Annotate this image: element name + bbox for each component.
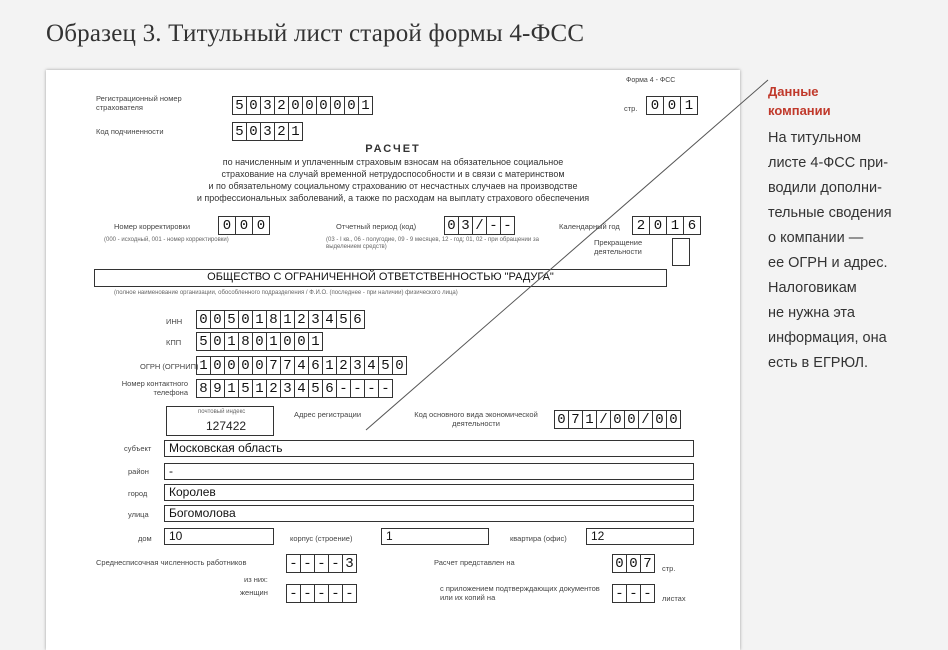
of-them-label: из них: (244, 575, 268, 584)
digit-cell: 2 (266, 379, 281, 398)
digit-cell: 0 (330, 96, 345, 115)
digit-cell: 0 (210, 356, 225, 375)
digit-cell: 0 (218, 216, 236, 235)
digit-cell: - (328, 554, 343, 573)
building-field: 1 (381, 528, 489, 545)
digit-cell: 0 (210, 332, 225, 351)
digit-cell: 1 (322, 356, 337, 375)
digit-cell: 6 (683, 216, 701, 235)
digit-cell: 1 (224, 379, 239, 398)
address-label: Адрес регистрации (294, 410, 362, 419)
annotation-line: ее ОГРН и адрес. (768, 255, 888, 271)
annotation-line: информация, она (768, 330, 887, 346)
postal-label: почтовый индекс (198, 409, 246, 415)
digit-cell: 1 (280, 310, 295, 329)
digit-cell: 7 (568, 410, 583, 429)
digit-cell: 8 (196, 379, 211, 398)
year-label: Календарный год (559, 222, 620, 231)
digit-cell: 1 (680, 96, 698, 115)
region-field: Московская область (164, 440, 694, 457)
digit-cell: 0 (666, 410, 681, 429)
digit-cell: 6 (322, 379, 337, 398)
annotation-line: На титульном (768, 130, 862, 146)
digit-cell: 5 (232, 122, 247, 141)
digit-cell: - (314, 584, 329, 603)
district-field: - (164, 463, 694, 480)
annotation-heading (768, 82, 943, 120)
digit-cell: 0 (246, 122, 261, 141)
reg-number-label: Регистрационный номер страхователя (96, 94, 182, 112)
ogrn-label: ОГРН (ОГРНИП) (140, 362, 199, 371)
headcount-label: Среднесписочная численность работников (96, 558, 247, 567)
digit-cell: 7 (280, 356, 295, 375)
house-field: 10 (164, 528, 274, 545)
annotation-line: о компании — (768, 230, 864, 246)
digit-cell: 4 (364, 356, 379, 375)
digit-cell: 0 (280, 332, 295, 351)
digit-cell: 3 (260, 122, 275, 141)
digit-cell: 0 (344, 96, 359, 115)
digit-cell: 0 (294, 332, 309, 351)
women-label: женщин (240, 588, 268, 597)
page-title: Образец 3. Титульный лист старой формы 4-ФСС (46, 20, 585, 47)
postal-value: 127422 (206, 419, 247, 433)
digit-cell: 1 (358, 96, 373, 115)
digit-cell: 3 (350, 356, 365, 375)
digit-cell: 0 (252, 332, 267, 351)
digit-cell: 1 (266, 332, 281, 351)
cessation-label: Прекращение деятельности (594, 238, 643, 256)
digit-cell: 8 (266, 310, 281, 329)
digit-cell: 3 (280, 379, 295, 398)
company-name-field: ОБЩЕСТВО С ОГРАНИЧЕННОЙ ОТВЕТСТВЕННОСТЬЮ "РАДУГА" (94, 269, 667, 287)
digit-cell: 1 (582, 410, 597, 429)
digit-cell: 0 (210, 310, 225, 329)
digit-cell: 5 (196, 332, 211, 351)
digit-cell: 4 (322, 310, 337, 329)
digit-cell: 0 (316, 96, 331, 115)
digit-cell: 6 (308, 356, 323, 375)
annotation-line: Налоговикам (768, 280, 857, 296)
subheading-1: по начисленным и уплаченным страховым взносам на обязательное социальное (222, 157, 564, 167)
digit-cell: 5 (224, 310, 239, 329)
digit-cell: 0 (663, 96, 681, 115)
digit-cell: 5 (378, 356, 393, 375)
digit-cell: - (500, 216, 515, 235)
digit-cell: 4 (294, 356, 309, 375)
digit-cell: - (378, 379, 393, 398)
page-label: стр. (624, 104, 638, 113)
city-field: Королев (164, 484, 694, 501)
digit-cell: 0 (444, 216, 459, 235)
digit-cell: 0 (238, 356, 253, 375)
digit-cell: - (286, 554, 301, 573)
house-label: дом (138, 534, 152, 543)
correction-label: Номер корректировки (114, 222, 191, 231)
building-label: корпус (строение) (290, 534, 353, 543)
digit-cell: 1 (252, 379, 267, 398)
annotation-heading-line2: компании (768, 103, 831, 118)
digit-cell: 2 (274, 96, 289, 115)
digit-cell: / (596, 410, 611, 429)
phone-label: Номер контактного телефона (121, 379, 188, 397)
digit-cell: / (638, 410, 653, 429)
digit-cell: 0 (196, 310, 211, 329)
inn-label: ИНН (166, 317, 183, 326)
digit-cell: 3 (342, 554, 357, 573)
digit-cell: 0 (224, 356, 239, 375)
attach-label: с приложением подтверждающих документов или их копий на (440, 584, 600, 602)
digit-cell: 0 (652, 410, 667, 429)
digit-cell: 0 (610, 410, 625, 429)
digit-cell: 9 (210, 379, 225, 398)
digit-cell: 5 (336, 310, 351, 329)
digit-cell: 0 (612, 554, 627, 573)
period-note: (03 - I кв., 06 - полугодие, 09 - 9 месяцев, 12 - год; 01, 02 - при обращении за выделением средств) (326, 237, 539, 250)
digit-cell: 0 (649, 216, 667, 235)
apartment-label: квартира (офис) (510, 534, 567, 543)
digit-cell: 6 (350, 310, 365, 329)
digit-cell: 3 (308, 310, 323, 329)
digit-cell: 1 (288, 122, 303, 141)
digit-cell: 0 (235, 216, 253, 235)
digit-cell: 1 (224, 332, 239, 351)
annotation-heading-line1: Данные (768, 84, 819, 99)
annotation-line: водили дополни- (768, 180, 882, 196)
digit-cell: 2 (336, 356, 351, 375)
digit-cell: 2 (274, 122, 289, 141)
digit-cell: 0 (238, 310, 253, 329)
annotation-line: есть в ЕГРЮЛ. (768, 355, 869, 371)
digit-cell: - (300, 554, 315, 573)
region-label: субъект (124, 444, 152, 453)
form-name: Форма 4 - ФСС (626, 77, 676, 84)
digit-cell: - (328, 584, 343, 603)
pages-label: Расчет представлен на (434, 558, 515, 567)
city-label: город (128, 489, 148, 498)
digit-cell: 0 (252, 216, 270, 235)
street-label: улица (128, 510, 149, 519)
digit-cell: - (314, 554, 329, 573)
digit-cell: - (342, 584, 357, 603)
digit-cell: 1 (196, 356, 211, 375)
digit-cell: 5 (232, 96, 247, 115)
district-label: район (128, 467, 149, 476)
digit-cell: 0 (302, 96, 317, 115)
digit-cell: 1 (666, 216, 684, 235)
digit-cell: 0 (554, 410, 569, 429)
digit-cell: 1 (252, 310, 267, 329)
digit-cell: 0 (288, 96, 303, 115)
kpp-label: КПП (166, 338, 182, 347)
digit-cell: - (350, 379, 365, 398)
street-field: Богомолова (164, 505, 694, 522)
digit-cell: 5 (238, 379, 253, 398)
annotation-line: не нужна эта (768, 305, 855, 321)
digit-cell: - (640, 584, 655, 603)
digit-cell: 7 (640, 554, 655, 573)
digit-cell: - (336, 379, 351, 398)
digit-cell: 0 (624, 410, 639, 429)
digit-cell: - (612, 584, 627, 603)
digit-cell: - (286, 584, 301, 603)
digit-cell: - (300, 584, 315, 603)
subordination-label: Код подчиненности (96, 127, 164, 136)
digit-cell: - (486, 216, 501, 235)
correction-note: (000 - исходный, 001 - номер корректировки) (104, 237, 229, 243)
digit-cell: 1 (308, 332, 323, 351)
digit-cell: 7 (266, 356, 281, 375)
pages-unit: стр. (662, 564, 676, 573)
attach-unit: листах (662, 594, 686, 603)
digit-cell: 2 (294, 310, 309, 329)
digit-cell: 4 (294, 379, 309, 398)
digit-cell: - (364, 379, 379, 398)
digit-cell: 0 (392, 356, 407, 375)
form-heading: РАСЧЕТ (365, 143, 421, 155)
digit-cell: 0 (246, 96, 261, 115)
annotation-line: листе 4-ФСС при- (768, 155, 889, 171)
digit-cell: 8 (238, 332, 253, 351)
period-label: Отчетный период (код) (336, 222, 417, 231)
annotation-panel (768, 82, 943, 376)
digit-cell: 0 (252, 356, 267, 375)
annotation-line: тельные сводения (768, 205, 892, 221)
subheading-4: и профессиональных заболеваний, а также по расходам на выплату страхового обеспечения (196, 193, 590, 203)
company-note: (полное наименование организации, обособленного подразделения / Ф.И.О. (последнее - при наличии) физического лица) (114, 290, 458, 296)
subheading-2: страхование на случай временной нетрудоспособности и в связи с материнством (221, 169, 565, 179)
subheading-3: и по обязательному социальному страхованию от несчастных случаев на производстве (208, 181, 578, 191)
digit-cell: - (626, 584, 641, 603)
digit-cell: 0 (626, 554, 641, 573)
okved-label: Код основного вида экономической деятельности (414, 410, 538, 428)
digit-cell: 3 (260, 96, 275, 115)
digit-cell: / (472, 216, 487, 235)
apartment-field: 12 (586, 528, 694, 545)
digit-cell: 5 (308, 379, 323, 398)
digit-cell: 3 (458, 216, 473, 235)
digit-cell: 2 (632, 216, 650, 235)
digit-cell: 0 (646, 96, 664, 115)
